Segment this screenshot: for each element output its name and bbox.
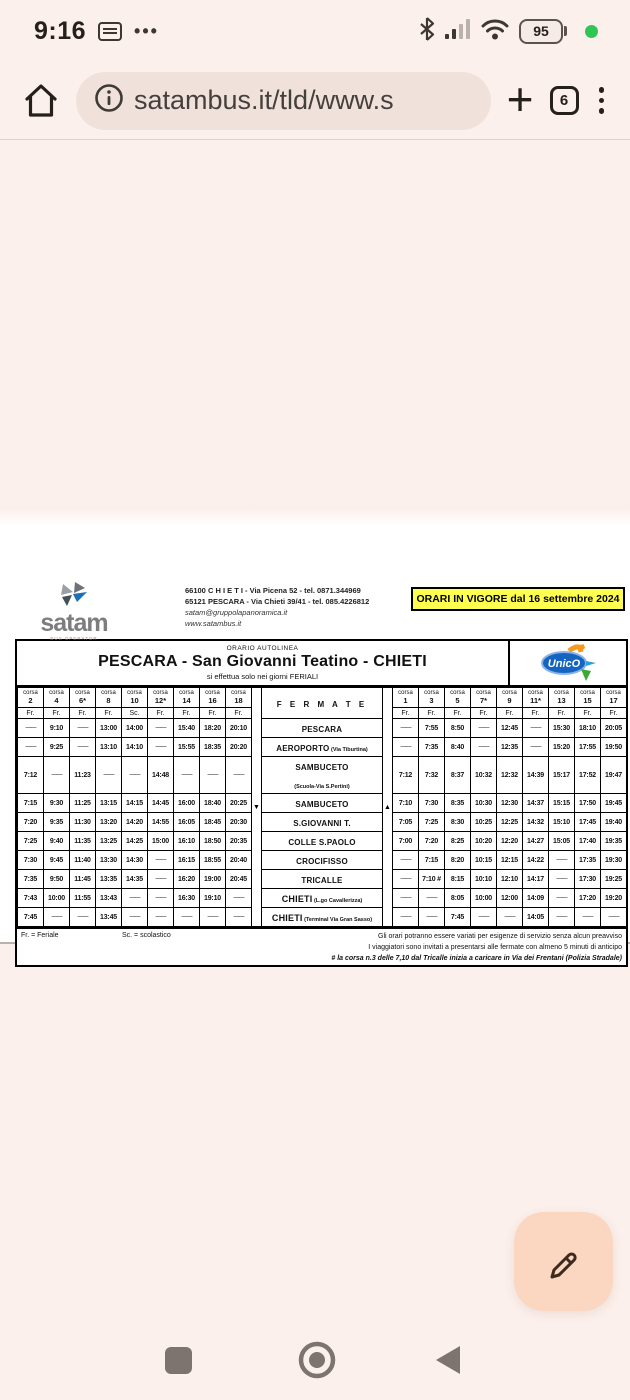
corsa-type-cell: Fr. <box>419 708 445 719</box>
corsa-type-cell: Fr. <box>445 708 471 719</box>
timetable-row <box>18 738 627 757</box>
time-cell: 7:05 <box>393 813 419 832</box>
time-cell: 9:30 <box>44 794 70 813</box>
corsa-header-cell: corsa 12* <box>148 688 174 708</box>
time-cell: 13:00 <box>96 719 122 738</box>
corsa-header-cell: corsa 9 <box>497 688 523 708</box>
time-cell: —— <box>174 908 200 927</box>
corsa-header-cell: corsa 13 <box>549 688 575 708</box>
timetable-row <box>18 870 627 889</box>
time-cell: 20:45 <box>226 870 252 889</box>
time-cell: 10:15 <box>471 851 497 870</box>
time-cell: —— <box>200 908 226 927</box>
time-cell: 11:30 <box>70 813 96 832</box>
bluetooth-icon <box>419 17 435 46</box>
status-bar <box>0 0 630 62</box>
new-tab-button[interactable]: + <box>506 72 534 125</box>
time-cell: 8:35 <box>445 794 471 813</box>
time-cell: 9:45 <box>44 851 70 870</box>
time-cell: —— <box>549 870 575 889</box>
time-cell: 8:40 <box>445 738 471 757</box>
time-cell: 12:10 <box>497 870 523 889</box>
time-cell: 10:30 <box>471 794 497 813</box>
time-cell: —— <box>471 908 497 927</box>
time-cell: —— <box>148 870 174 889</box>
time-cell: 9:50 <box>44 870 70 889</box>
time-cell: 7:32 <box>419 757 445 794</box>
notification-led <box>585 25 598 38</box>
time-cell: 7:20 <box>18 813 44 832</box>
time-cell: —— <box>471 719 497 738</box>
stop-cell: CHIETI (L.go Cavallerizza) <box>262 889 383 908</box>
timetable-row <box>18 757 627 794</box>
time-cell: 7:00 <box>393 832 419 851</box>
corsa-type-cell: Fr. <box>200 708 226 719</box>
route-title-box <box>15 639 628 687</box>
time-cell: —— <box>549 851 575 870</box>
stop-cell: S.GIOVANNI T. <box>262 813 383 832</box>
nav-back-button[interactable] <box>428 1340 468 1380</box>
time-cell: —— <box>523 738 549 757</box>
time-cell: —— <box>575 908 601 927</box>
time-cell: —— <box>226 757 252 794</box>
brand-subtitle: BUS OPERATOR <box>50 636 98 641</box>
time-cell: 16:20 <box>174 870 200 889</box>
time-cell: 9:40 <box>44 832 70 851</box>
battery-indicator <box>519 19 567 44</box>
time-cell: —— <box>148 851 174 870</box>
time-cell: 14:05 <box>523 908 549 927</box>
corsa-header-cell: corsa 8 <box>96 688 122 708</box>
corsa-header-cell: corsa 7* <box>471 688 497 708</box>
time-cell: —— <box>523 719 549 738</box>
time-cell: 15:00 <box>148 832 174 851</box>
time-cell: —— <box>226 889 252 908</box>
time-cell: 8:30 <box>445 813 471 832</box>
time-cell: 18:55 <box>200 851 226 870</box>
time-cell: 7:10 <box>393 794 419 813</box>
time-cell: 10:32 <box>471 757 497 794</box>
time-cell: 17:30 <box>575 870 601 889</box>
corsa-header-cell: corsa 3 <box>419 688 445 708</box>
timetable-row <box>18 889 627 908</box>
title-kicker: ORARIO AUTOLINEA <box>226 645 299 652</box>
document-header <box>15 582 628 639</box>
time-cell: 7:15 <box>18 794 44 813</box>
time-cell: 16:15 <box>174 851 200 870</box>
time-cell: 10:25 <box>471 813 497 832</box>
time-cell: 10:20 <box>471 832 497 851</box>
corsa-type-cell: Fr. <box>393 708 419 719</box>
time-cell: 14:22 <box>523 851 549 870</box>
time-cell: —— <box>497 908 523 927</box>
nav-recents-button[interactable] <box>158 1340 198 1380</box>
time-cell: 11:55 <box>70 889 96 908</box>
time-cell: —— <box>96 757 122 794</box>
route-title: PESCARA - San Giovanni Teatino - CHIETI <box>98 653 427 670</box>
time-cell: 9:25 <box>44 738 70 757</box>
tab-switcher-button[interactable] <box>550 86 579 115</box>
time-cell: 10:10 <box>471 870 497 889</box>
time-cell: —— <box>18 719 44 738</box>
time-cell: —— <box>174 757 200 794</box>
svg-text:UnicO: UnicO <box>547 658 581 670</box>
wifi-icon <box>481 18 509 45</box>
time-cell: —— <box>70 719 96 738</box>
corsa-type-cell: Sc. <box>122 708 148 719</box>
time-cell: —— <box>393 889 419 908</box>
time-cell: 12:15 <box>497 851 523 870</box>
time-cell: 12:30 <box>497 794 523 813</box>
time-cell: 19:47 <box>601 757 627 794</box>
time-cell: 17:50 <box>575 794 601 813</box>
corsa-type-cell: Fr. <box>96 708 122 719</box>
stop-cell: COLLE S.PAOLO <box>262 832 383 851</box>
stop-cell: CROCIFISSO <box>262 851 383 870</box>
time-cell: 14:27 <box>523 832 549 851</box>
time-cell: 11:35 <box>70 832 96 851</box>
corsa-type-cell: Fr. <box>523 708 549 719</box>
news-notification-icon <box>98 22 122 41</box>
clock: 9:16 <box>34 16 87 45</box>
time-cell: 11:25 <box>70 794 96 813</box>
timetable-document <box>15 582 628 967</box>
time-cell: 8:15 <box>445 870 471 889</box>
pencil-icon <box>542 1238 586 1285</box>
corsa-header-cell: corsa 17 <box>601 688 627 708</box>
time-cell: —— <box>148 908 174 927</box>
time-cell: 7:35 <box>18 870 44 889</box>
time-cell: 11:40 <box>70 851 96 870</box>
nav-home-button[interactable] <box>295 1338 339 1382</box>
time-cell: 8:25 <box>445 832 471 851</box>
time-cell: 8:20 <box>445 851 471 870</box>
document-footer <box>15 929 628 967</box>
fermate-header: F E R M A T E <box>262 688 383 719</box>
navigation-bar <box>0 1336 630 1382</box>
time-cell: 14:00 <box>122 719 148 738</box>
time-cell: 7:12 <box>18 757 44 794</box>
time-cell: —— <box>122 757 148 794</box>
time-cell: 14:15 <box>122 794 148 813</box>
footer-notes: Gli orari potranno essere variati per esigenze di servizio senza alcun preavviso I viaggiatori sono invitati a presentarsi alle fermate con almeno 5 minuti di anticipo # la corsa n.3 delle 7,10 dal Tricalle inizia a caricare in Via dei Frentani (Polizia Stradale) <box>331 933 622 962</box>
time-cell: 7:15 <box>419 851 445 870</box>
time-cell: 18:45 <box>200 813 226 832</box>
time-cell: 19:50 <box>601 738 627 757</box>
edit-fab[interactable] <box>514 1212 613 1311</box>
back-triangle-icon <box>434 1345 462 1375</box>
time-cell: —— <box>70 908 96 927</box>
time-cell: 11:45 <box>70 870 96 889</box>
stop-cell: SAMBUCETO <box>262 794 383 813</box>
time-cell: 17:40 <box>575 832 601 851</box>
time-cell: 12:32 <box>497 757 523 794</box>
time-cell: 14:39 <box>523 757 549 794</box>
time-cell: 16:30 <box>174 889 200 908</box>
time-cell: 7:10 # <box>419 870 445 889</box>
time-cell: 15:05 <box>549 832 575 851</box>
time-cell: —— <box>393 719 419 738</box>
corsa-header-cell: corsa 18 <box>226 688 252 708</box>
menu-button[interactable] <box>595 83 609 118</box>
time-cell: —— <box>393 738 419 757</box>
home-button[interactable] <box>22 82 60 120</box>
time-cell: 19:30 <box>601 851 627 870</box>
more-notifications-icon: ••• <box>134 21 159 41</box>
time-cell: —— <box>471 738 497 757</box>
route-subtitle: si effettua solo nei giorni FERIALI <box>206 672 319 681</box>
time-cell: 7:35 <box>419 738 445 757</box>
time-cell: 10:00 <box>44 889 70 908</box>
corsa-type-cell: Fr. <box>601 708 627 719</box>
timetable-row <box>18 832 627 851</box>
time-cell: —— <box>419 889 445 908</box>
time-cell: 20:25 <box>226 794 252 813</box>
time-cell: 13:10 <box>96 738 122 757</box>
timetable <box>15 687 628 929</box>
time-cell: 13:45 <box>96 908 122 927</box>
corsa-type-cell: Fr. <box>148 708 174 719</box>
time-cell: —— <box>601 908 627 927</box>
time-cell: 19:35 <box>601 832 627 851</box>
time-cell: 14:32 <box>523 813 549 832</box>
time-cell: 18:50 <box>200 832 226 851</box>
corsa-type-cell: Fr. <box>497 708 523 719</box>
time-cell: —— <box>70 738 96 757</box>
time-cell: —— <box>393 851 419 870</box>
time-cell: —— <box>122 889 148 908</box>
time-cell: —— <box>226 908 252 927</box>
time-cell: 7:25 <box>419 813 445 832</box>
time-cell: 14:17 <box>523 870 549 889</box>
time-cell: 12:35 <box>497 738 523 757</box>
time-cell: 15:40 <box>174 719 200 738</box>
time-cell: 19:40 <box>601 813 627 832</box>
time-cell: 17:20 <box>575 889 601 908</box>
time-cell: 7:30 <box>18 851 44 870</box>
corsa-header-cell: corsa 14 <box>174 688 200 708</box>
time-cell: 12:20 <box>497 832 523 851</box>
tab-count: 6 <box>550 86 579 115</box>
time-cell: 14:37 <box>523 794 549 813</box>
corsa-header-cell: corsa 1 <box>393 688 419 708</box>
time-cell: 15:10 <box>549 813 575 832</box>
site-info-icon[interactable] <box>94 83 124 118</box>
time-cell: 20:30 <box>226 813 252 832</box>
corsa-header-cell: corsa 6* <box>70 688 96 708</box>
stop-cell: PESCARA <box>262 719 383 738</box>
time-cell: 20:40 <box>226 851 252 870</box>
time-cell: —— <box>148 738 174 757</box>
time-cell: 20:20 <box>226 738 252 757</box>
time-cell: 12:00 <box>497 889 523 908</box>
time-cell: 7:45 <box>18 908 44 927</box>
battery-percent: 95 <box>519 19 563 44</box>
time-cell: 8:05 <box>445 889 471 908</box>
time-cell: 17:55 <box>575 738 601 757</box>
time-cell: 14:30 <box>122 851 148 870</box>
time-cell: 20:05 <box>601 719 627 738</box>
time-cell: —— <box>18 738 44 757</box>
time-cell: 12:25 <box>497 813 523 832</box>
corsa-type-cell: Fr. <box>44 708 70 719</box>
time-cell: 20:35 <box>226 832 252 851</box>
time-cell: 14:20 <box>122 813 148 832</box>
stop-cell: AEROPORTO (Via Tiburtina) <box>262 738 383 757</box>
time-cell: 15:17 <box>549 757 575 794</box>
corsa-type-cell: Fr. <box>471 708 497 719</box>
time-cell: —— <box>419 908 445 927</box>
url-bar[interactable] <box>76 72 491 130</box>
time-cell: 9:10 <box>44 719 70 738</box>
contact-info: 66100 C H I E T I - Via Picena 52 - tel. 0871.344969 65121 PESCARA - Via Chieti 39/41 - tel. 085.4226812 satam@gruppolapanoramica.it www.satambus.it <box>185 586 370 628</box>
time-cell: 14:45 <box>148 794 174 813</box>
corsa-header-cell: corsa 15 <box>575 688 601 708</box>
timetable-row <box>18 813 627 832</box>
timetable-row <box>18 719 627 738</box>
legend-feriale: Fr. = Feriale <box>21 932 59 939</box>
time-cell: 8:37 <box>445 757 471 794</box>
url-text: satambus.it/tld/www.s <box>134 85 394 115</box>
time-cell: 8:50 <box>445 719 471 738</box>
time-cell: —— <box>200 757 226 794</box>
corsa-type-cell: Fr. <box>575 708 601 719</box>
time-cell: —— <box>393 908 419 927</box>
recents-icon <box>165 1347 192 1374</box>
corsa-type-cell: Fr. <box>549 708 575 719</box>
time-cell: 15:55 <box>174 738 200 757</box>
brand-name: satam <box>40 609 108 637</box>
time-cell: 16:00 <box>174 794 200 813</box>
time-cell: —— <box>148 889 174 908</box>
pdf-page <box>0 506 630 962</box>
time-cell: 15:20 <box>549 738 575 757</box>
time-cell: 7:20 <box>419 832 445 851</box>
time-cell: 13:20 <box>96 813 122 832</box>
time-cell: 13:43 <box>96 889 122 908</box>
time-cell: 16:10 <box>174 832 200 851</box>
validity-badge: ORARI IN VIGORE dal 16 settembre 2024 <box>411 587 625 611</box>
time-cell: 14:25 <box>122 832 148 851</box>
satam-logo <box>29 582 119 641</box>
timetable-row <box>18 794 627 813</box>
corsa-type-cell: Fr. <box>70 708 96 719</box>
time-cell: —— <box>148 719 174 738</box>
time-cell: —— <box>44 757 70 794</box>
legend-scolastico: Sc. = scolastico <box>122 932 171 939</box>
time-cell: 9:35 <box>44 813 70 832</box>
unico-logo <box>508 641 626 685</box>
time-cell: 16:05 <box>174 813 200 832</box>
stop-cell: CHIETI (Terminal Via Gran Sasso) <box>262 908 383 927</box>
time-cell: 18:10 <box>575 719 601 738</box>
time-cell: —— <box>122 908 148 927</box>
corsa-header-cell: corsa 11* <box>523 688 549 708</box>
timetable-row <box>18 851 627 870</box>
time-cell: 13:35 <box>96 870 122 889</box>
corsa-type-cell: Fr. <box>174 708 200 719</box>
time-cell: 19:20 <box>601 889 627 908</box>
time-cell: 15:15 <box>549 794 575 813</box>
time-cell: 20:10 <box>226 719 252 738</box>
time-cell: 14:55 <box>148 813 174 832</box>
time-cell: 18:20 <box>200 719 226 738</box>
time-cell: 17:52 <box>575 757 601 794</box>
time-cell: 14:10 <box>122 738 148 757</box>
time-cell: 14:35 <box>122 870 148 889</box>
time-cell: 17:45 <box>575 813 601 832</box>
direction-strip-up: ▲ <box>383 688 393 927</box>
time-cell: 10:00 <box>471 889 497 908</box>
corsa-header-cell: corsa 10 <box>122 688 148 708</box>
time-cell: 12:45 <box>497 719 523 738</box>
time-cell: 7:45 <box>445 908 471 927</box>
time-cell: 19:25 <box>601 870 627 889</box>
corsa-header-cell: corsa 16 <box>200 688 226 708</box>
time-cell: 14:09 <box>523 889 549 908</box>
time-cell: 19:45 <box>601 794 627 813</box>
home-circle-icon <box>296 1339 338 1381</box>
time-cell: —— <box>393 870 419 889</box>
time-cell: 15:30 <box>549 719 575 738</box>
time-cell: —— <box>44 908 70 927</box>
direction-strip-down: ▼ <box>252 688 262 927</box>
stop-cell: SAMBUCETO (Scuola-Via S.Pertini) <box>262 757 383 794</box>
corsa-type-cell: Fr. <box>226 708 252 719</box>
time-cell: 13:15 <box>96 794 122 813</box>
time-cell: 19:10 <box>200 889 226 908</box>
time-cell: 7:30 <box>419 794 445 813</box>
time-cell: —— <box>549 908 575 927</box>
time-cell: 13:25 <box>96 832 122 851</box>
corsa-type-cell: Fr. <box>18 708 44 719</box>
time-cell: 7:55 <box>419 719 445 738</box>
satam-pinwheel-icon <box>57 582 91 608</box>
stop-cell: TRICALLE <box>262 870 383 889</box>
time-cell: 17:35 <box>575 851 601 870</box>
time-cell: —— <box>549 889 575 908</box>
browser-toolbar <box>0 62 630 140</box>
time-cell: 19:00 <box>200 870 226 889</box>
timetable-row <box>18 908 627 927</box>
time-cell: 7:12 <box>393 757 419 794</box>
time-cell: 18:35 <box>200 738 226 757</box>
time-cell: 14:48 <box>148 757 174 794</box>
signal-icon <box>445 18 471 45</box>
time-cell: 7:43 <box>18 889 44 908</box>
time-cell: 7:25 <box>18 832 44 851</box>
time-cell: 11:23 <box>70 757 96 794</box>
time-cell: 18:40 <box>200 794 226 813</box>
time-cell: 13:30 <box>96 851 122 870</box>
corsa-header-cell: corsa 4 <box>44 688 70 708</box>
corsa-header-cell: corsa 2 <box>18 688 44 708</box>
corsa-header-cell: corsa 5 <box>445 688 471 708</box>
